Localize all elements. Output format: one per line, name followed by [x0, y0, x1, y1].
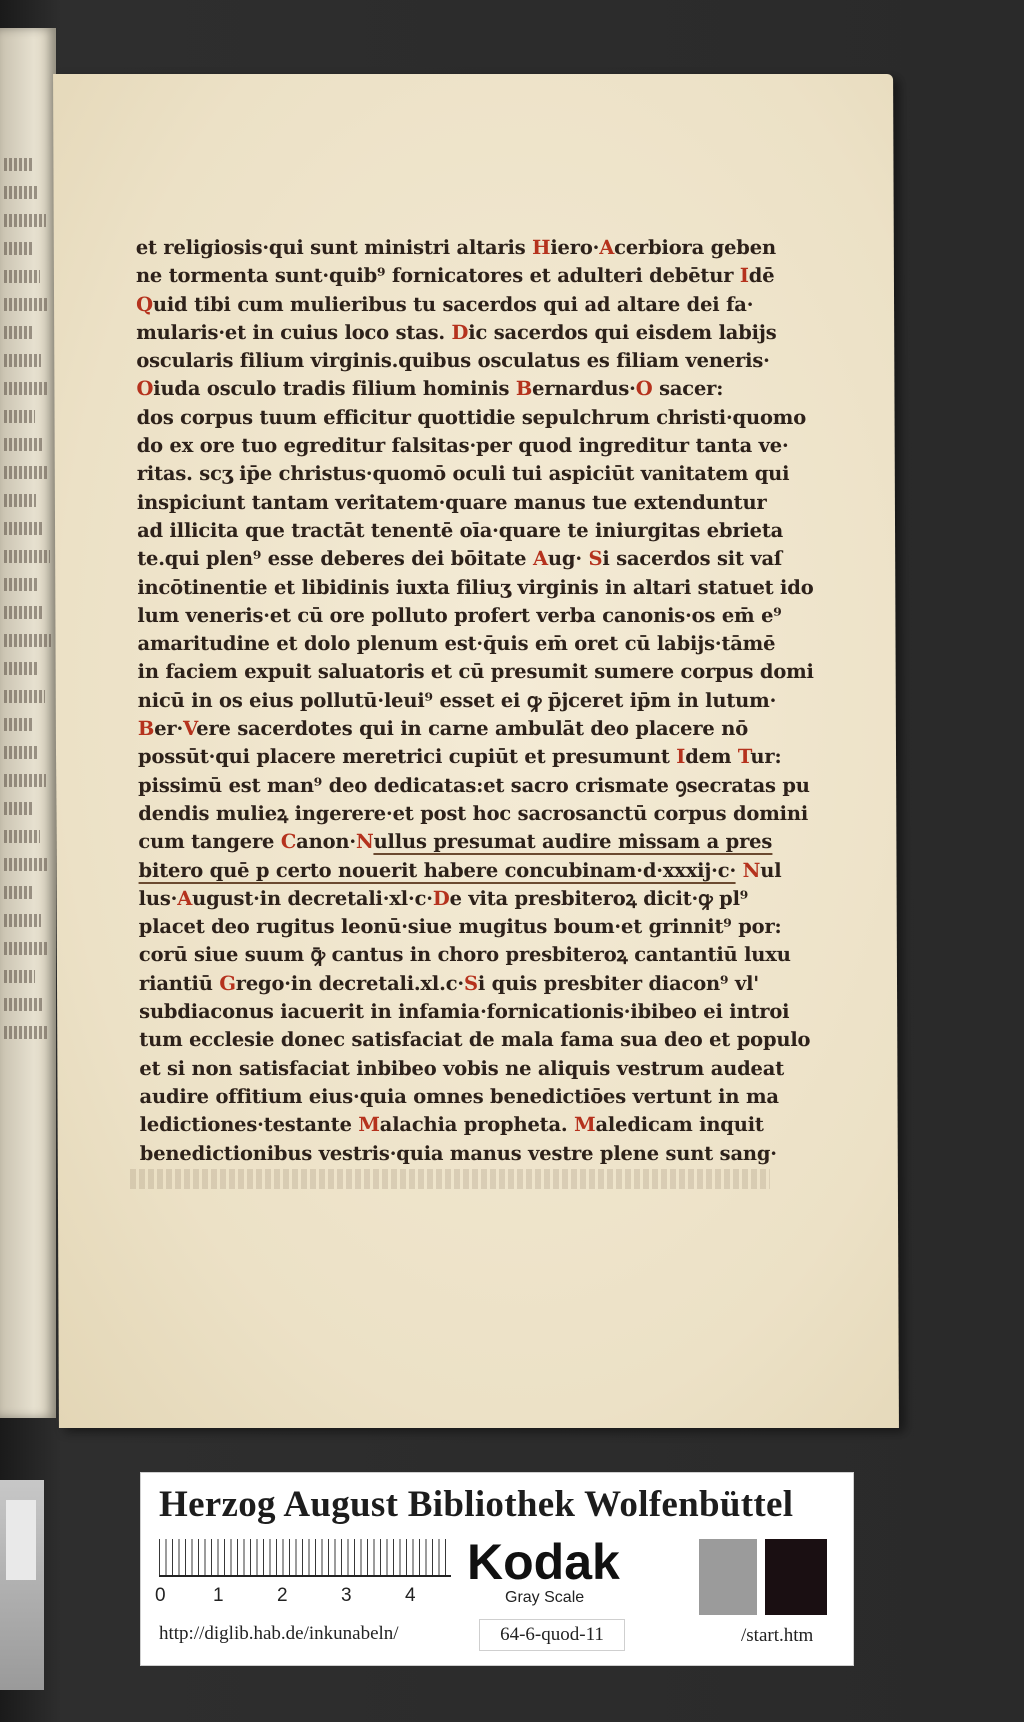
text-line: [138, 800, 809, 828]
facing-text-fragment: [4, 802, 33, 815]
text-segment: alachia propheta.: [379, 1113, 575, 1137]
text-line: [137, 489, 767, 517]
facing-text-fragment: [4, 634, 51, 647]
rubricated-initial: B: [515, 377, 533, 401]
facing-text-fragment: [4, 914, 41, 927]
text-segment: oscularis filium virginis.quibus osculatus es filiam veneris·: [136, 349, 770, 373]
facing-text-fragment: [4, 438, 42, 451]
shelfmark-code: 64-6-quod-11: [479, 1619, 625, 1651]
rubricated-initial: M: [574, 1113, 596, 1137]
text-segment: ernardus·: [532, 377, 636, 401]
manuscript-page: [53, 74, 899, 1428]
gray-patch-white: [641, 1539, 699, 1615]
library-target-card: [140, 1472, 854, 1666]
ruler-ticks: [159, 1539, 451, 1575]
text-segment: et religiosis·qui sunt ministri altaris: [135, 236, 533, 259]
text-line: [136, 319, 777, 347]
facing-text-fragment: [4, 578, 37, 591]
text-segment: pissimū est man⁹ deo dedicatas:et sacro crismate ꝯsecratas pu: [138, 773, 810, 797]
rubricated-initial: A: [532, 547, 548, 571]
text-line: [136, 347, 770, 375]
text-line: [140, 1111, 770, 1139]
text-line: [138, 857, 782, 885]
text-line: [137, 658, 814, 686]
text-segment: aledicam inquit: [595, 1113, 764, 1137]
text-segment: mularis·et in cuius loco stas.: [136, 320, 452, 344]
rubricated-initial: B: [137, 717, 155, 741]
ruler-number: 4: [405, 1585, 416, 1606]
url-text: http://diglib.hab.de/inkunabeln/: [159, 1623, 399, 1644]
text-segment: ad illicita que tractāt tenentē oīa·quare te iniurgitas ebrieta: [136, 518, 784, 542]
text-segment: in faciem expuit saluatoris et cū presumit sumere corpus domi: [137, 660, 814, 684]
text-line: [136, 517, 784, 545]
rubricated-initial: D: [451, 320, 469, 344]
faded-text-strip: [130, 1169, 770, 1189]
text-line: [139, 885, 769, 913]
facing-text-fragment: [4, 970, 35, 983]
text-line: [136, 432, 789, 460]
text-segment: amaritudine et dolo plenum est·q̄uis em̄ oret cū labijs·tāmē: [137, 632, 776, 656]
text-line: [135, 262, 775, 290]
rubricated-initial: S: [588, 547, 603, 571]
text-segment: te.qui plen⁹ esse deberes dei bōitate: [137, 547, 534, 571]
text-segment: cum tangere: [138, 830, 281, 854]
kodak-logo: Kodak: [467, 1534, 620, 1590]
text-segment: i sacerdos sit vaſ: [602, 547, 783, 571]
text-segment: ne tormenta sunt·quib⁹ fornicatores et adulteri debētur: [135, 264, 740, 288]
rubricated-initial: C: [280, 830, 297, 854]
facing-page-text-fragments: [4, 158, 52, 1054]
text-segment: placet deo rugitus leonū·siue mugitus boum·et grinnit⁹ por:: [138, 915, 782, 939]
facing-text-fragment: [4, 718, 32, 731]
facing-text-fragment: [4, 746, 39, 759]
text-line: [139, 998, 790, 1026]
rubricated-initial: N: [355, 830, 374, 854]
facing-text-fragment: [4, 494, 36, 507]
text-segment: iero·: [550, 236, 600, 259]
ruler-numbers: [155, 1585, 455, 1607]
cover-label: [6, 1500, 36, 1580]
facing-text-fragment: [4, 354, 41, 367]
text-segment: ul: [760, 858, 782, 882]
text-line: [138, 913, 782, 941]
text-segment: ritas. scʒ ip̄e christus·quomō oculi tui aspiciūt vanitatem qui: [136, 462, 790, 486]
text-segment: anon·: [296, 830, 356, 854]
text-segment: inspiciunt tantam veritatem·quare manus tue extenduntur: [136, 490, 767, 514]
text-line: [136, 460, 790, 488]
text-segment: et si non satisfaciat inbibeo vobis ne aliquis vestrum audeat: [139, 1056, 785, 1080]
facing-text-fragment: [4, 214, 46, 227]
text-segment: uid tibi cum mulieribus tu sacerdos qui ad altare dei fa·: [152, 292, 754, 316]
text-line: [139, 1055, 785, 1083]
rubricated-initial: I: [676, 745, 686, 769]
rubricated-initial: H: [532, 236, 551, 259]
text-segment: i quis presbiter diacon⁹ vl': [477, 971, 760, 995]
text-segment: possūt·qui placere meretrici cupiūt et presumunt: [137, 745, 677, 769]
text-segment: iuda osculo tradis filium hominis: [153, 377, 516, 401]
text-segment: nicū in os eius pollutū·leui⁹ esset ei ꝙ p̄jceret ip̄m in lutum·: [137, 688, 777, 712]
text-line: [137, 630, 776, 658]
text-segment: cerbiora geben: [614, 236, 776, 259]
text-segment: lum veneris·et cū ore polluto profert verba canonis·os em̄ e⁹: [137, 603, 782, 627]
text-line: [138, 715, 768, 743]
text-line: [139, 1083, 779, 1111]
text-segment: ledictiones·testante: [139, 1113, 359, 1137]
rubricated-initial: S: [463, 971, 478, 995]
rubricated-initial: I: [739, 264, 749, 288]
facing-text-fragment: [4, 326, 34, 339]
ruler-scale: [159, 1537, 451, 1577]
rubricated-initial: O: [136, 377, 154, 401]
facing-page-edge: [0, 28, 56, 1418]
text-line: [137, 602, 782, 630]
text-segment: tum ecclesie donec satisfaciat de mala fama sua deo et populo: [139, 1028, 811, 1052]
rubricated-initial: Q: [135, 292, 153, 316]
facing-text-fragment: [4, 858, 47, 871]
gray-patch-black: [765, 1539, 827, 1615]
facing-text-fragment: [4, 606, 44, 619]
text-segment: lus·: [138, 886, 178, 910]
text-line: [136, 291, 766, 319]
text-line: [136, 404, 807, 432]
facing-text-fragment: [4, 158, 32, 171]
text-line: [138, 772, 810, 800]
facing-text-fragment: [4, 774, 46, 787]
text-segment: audire offitium eius·quia omnes benedictiōes vertunt in ma: [139, 1084, 779, 1108]
text-segment: dendis mulieꝝ ingerere·et post hoc sacrosanctū corpus domini: [138, 801, 809, 825]
underlined-text: bitero quē p certo nouerit habere concubinam·d·xxxij·c·: [138, 858, 737, 882]
facing-text-fragment: [4, 1026, 49, 1039]
text-line: [137, 574, 814, 602]
text-line: [137, 545, 783, 573]
facing-text-fragment: [4, 382, 48, 395]
printed-text-block: [135, 234, 814, 1168]
rubricated-initial: V: [183, 717, 197, 741]
text-line: [136, 375, 766, 403]
book-cover-tab: [0, 1480, 44, 1690]
facing-text-fragment: [4, 662, 38, 675]
facing-text-fragment: [4, 690, 45, 703]
facing-text-fragment: [4, 186, 39, 199]
text-segment: ug·: [547, 547, 589, 571]
facing-text-fragment: [4, 830, 40, 843]
facing-text-fragment: [4, 886, 34, 899]
text-segment: benedictionibus vestris·quia manus vestre plene sunt sang·: [139, 1141, 777, 1165]
text-segment: incōtinentie et libidinis iuxta filiuʒ virginis in altari statuet ido: [137, 575, 814, 599]
text-line: [139, 970, 769, 998]
facing-text-fragment: [4, 466, 49, 479]
text-segment: ugust·in decretali·xl·c·: [192, 886, 433, 910]
facing-text-fragment: [4, 942, 48, 955]
text-segment: subdiaconus iacuerit in infamia·fornicationis·ibibeo ei introi: [139, 1000, 790, 1024]
text-segment: ur:: [750, 745, 782, 769]
facing-text-fragment: [4, 410, 35, 423]
facing-text-fragment: [4, 242, 33, 255]
facing-text-fragment: [4, 522, 43, 535]
text-segment: er·: [154, 717, 184, 741]
text-line: [137, 743, 782, 771]
text-line: [138, 828, 773, 856]
ruler-number: 0: [155, 1585, 166, 1606]
facing-text-fragment: [4, 550, 50, 563]
text-segment: sacer:: [652, 377, 724, 401]
text-segment: dos corpus tuum efficitur quottidie sepulchrum christi·quomo: [136, 405, 807, 429]
rubricated-initial: O: [635, 377, 653, 401]
text-line: [138, 941, 791, 969]
rubricated-initial: A: [177, 886, 193, 910]
text-segment: riantiū: [138, 971, 220, 995]
rubricated-initial: A: [599, 236, 615, 259]
rubricated-initial: T: [737, 745, 751, 769]
text-segment: e vita presbiteroꝝ dicit·ꝙ pl⁹: [449, 886, 749, 910]
facing-text-fragment: [4, 298, 47, 311]
facing-text-fragment: [4, 270, 40, 283]
rubricated-initial: N: [742, 858, 761, 882]
text-line: [137, 687, 777, 715]
text-line: [135, 234, 776, 262]
library-title: Herzog August Bibliothek Wolfenbüttel: [159, 1484, 794, 1525]
url-suffix: /start.htm: [741, 1625, 814, 1646]
ruler-number: 1: [213, 1585, 224, 1606]
text-line: [139, 1140, 777, 1168]
ruler-number: 2: [277, 1585, 288, 1606]
text-segment: ere sacerdotes qui in carne ambulāt deo placere nō: [196, 717, 749, 741]
text-segment: corū siue suum ꝙ̄ cantus in choro presbiteroꝝ cantantiū luxu: [138, 943, 791, 967]
gray-scale-label: Gray Scale: [505, 1589, 585, 1606]
rubricated-initial: D: [432, 886, 450, 910]
rubricated-initial: M: [358, 1113, 380, 1137]
ruler-number: 3: [341, 1585, 352, 1606]
text-segment: ic sacerdos qui eisdem labijs: [468, 320, 777, 344]
facing-text-fragment: [4, 998, 42, 1011]
text-segment: do ex ore tuo egreditur falsitas·per quod ingreditur tanta ve·: [136, 434, 789, 458]
gray-patch-mid: [699, 1539, 757, 1615]
underlined-text: ullus presumat audire missam a pres: [373, 830, 773, 854]
text-segment: rego·in decretali.xl.c·: [235, 971, 465, 995]
rubricated-initial: G: [219, 971, 236, 995]
text-segment: dem: [685, 745, 738, 769]
text-segment: dē: [748, 264, 775, 288]
text-line: [139, 1026, 811, 1054]
